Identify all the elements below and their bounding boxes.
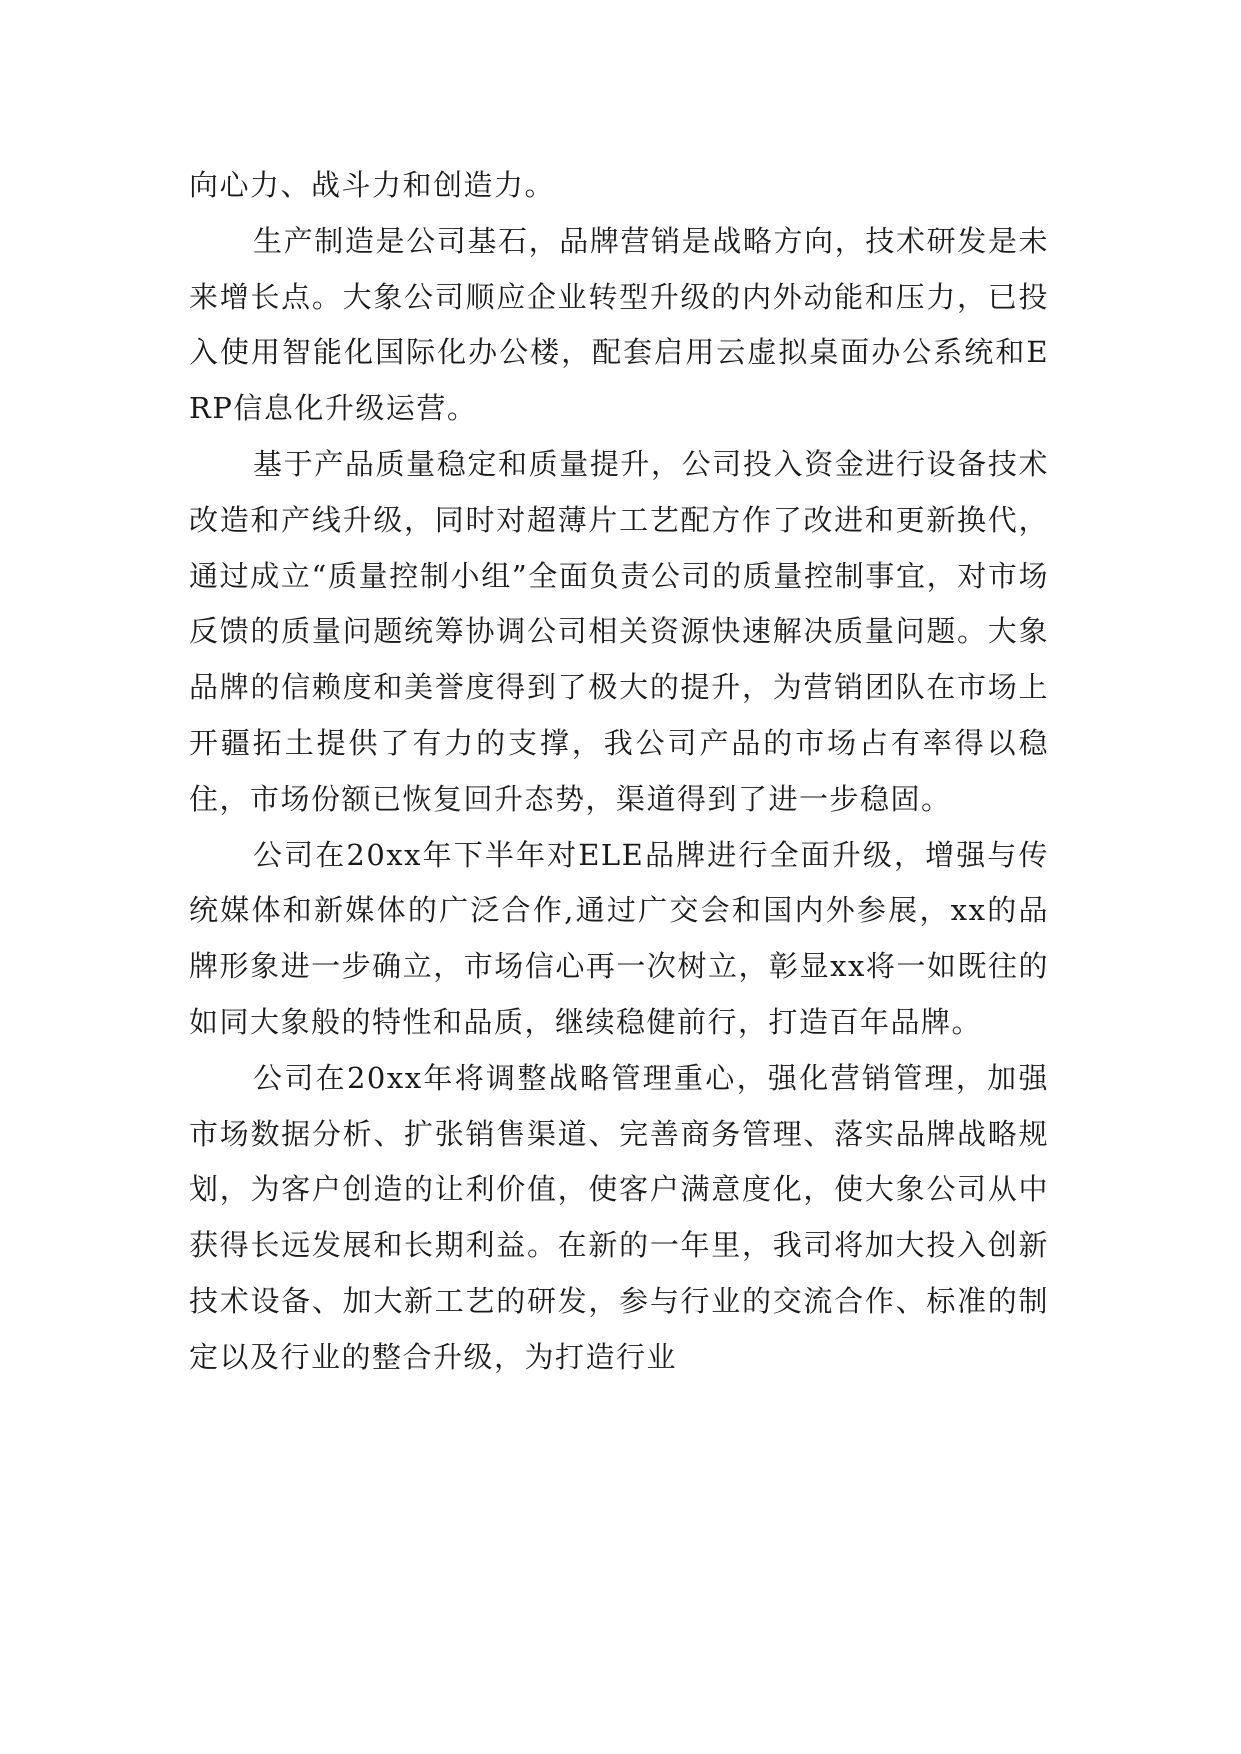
paragraph-1: 向心力、战斗力和创造力。 xyxy=(189,168,556,202)
paragraph-2: 生产制造是公司基石，品牌营销是战略方向，技术研发是未来增长点。大象公司顺应企业转型升级的内外动能和压力，已投入使用智能化国际化办公楼，配套启用云虚拟桌面办公系统和ERP信息化升级运营。 xyxy=(189,223,1049,426)
paragraph-4: 公司在20xx年下半年对ELE品牌进行全面升级，增强与传统媒体和新媒体的广泛合作,通过广交会和国内外参展，xx的品牌形象进一步确立，市场信心再一次树立，彰显xx将一如既往的如同大象般的特性和品质，继续稳健前行，打造百年品牌。 xyxy=(189,837,1049,1039)
paragraph-5: 公司在20xx年将调整战略管理重心，强化营销管理，加强市场数据分析、扩张销售渠道、完善商务管理、落实品牌战略规划，为客户创造的让利价值，使客户满意度化，使大象公司从中获得长远发展和长期利益。在新的一年里，我司将加大投入创新技术设备、加大新工艺的研发，参与行业的交流合作、标准的制定以及行业的整合升级，为打造行业 xyxy=(189,1060,1049,1374)
document-body xyxy=(189,158,1049,1386)
paragraph-3: 基于产品质量稳定和质量提升，公司投入资金进行设备技术改造和产线升级，同时对超薄片工艺配方作了改进和更新换代，通过成立“质量控制小组”全面负责公司的质量控制事宜，对市场反馈的质量问题统筹协调公司相关资源快速解决质量问题。大象品牌的信赖度和美誉度得到了极大的提升，为营销团队在市场上开疆拓土提供了有力的支撑，我公司产品的市场占有率得以稳住，市场份额已恢复回升态势，渠道得到了进一步稳固。 xyxy=(189,446,1049,816)
